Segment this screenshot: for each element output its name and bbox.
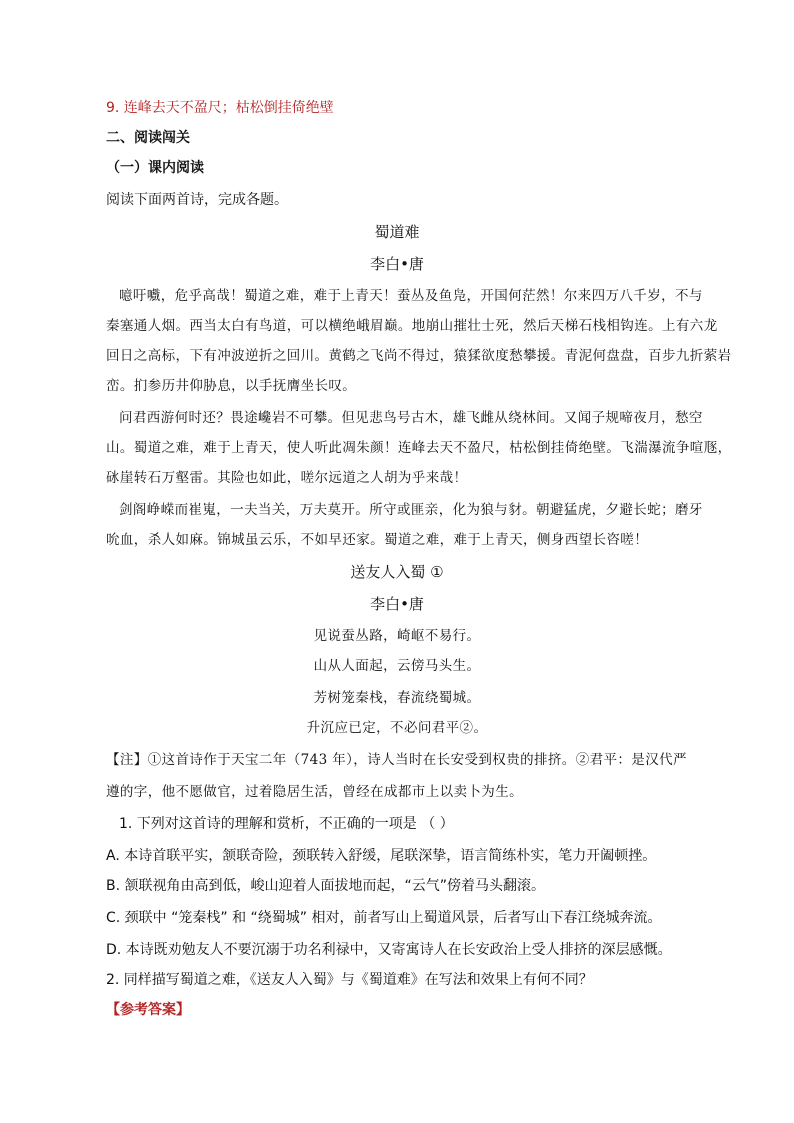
poem2-title: 送友人入蜀 ① <box>350 563 444 581</box>
poem1-line: 剑阁峥嵘而崔嵬，一夫当关，万夫莫开。所守或匪亲，化为狼与豺。朝避猛虎，夕避长蛇；磨牙 <box>119 502 703 518</box>
poem2-line: 山从人面起，云傍马头生。 <box>313 658 481 674</box>
poem1-line: 砯崖转石万壑雷。其险也如此，嗟尔远道之人胡为乎来哉！ <box>106 470 468 486</box>
note-line: 遵的字，他不愿做官，过着隐居生活，曾经在成都市上以卖卜为生。 <box>106 784 523 800</box>
note-line: 【注】①这首诗作于天宝二年（743 年），诗人当时在长安受到权贵的排挤。②君平：是汉代严 <box>106 752 687 768</box>
question1-option-b: B. 颔联视角由高到低，峻山迎着人面拔地而起，“云气”傍着马头翻滚。 <box>106 878 546 894</box>
poem1-line: 回日之高标，下有冲波逆折之回川。黄鹤之飞尚不得过，猿猱欲度愁攀援。青泥何盘盘，百步九折萦岩 <box>106 348 732 364</box>
poem1-title: 蜀道难 <box>374 223 420 241</box>
poem1-line: 问君西游何时还？畏途巉岩不可攀。但见悲鸟号古木，雄飞雌从绕林间。又闻子规啼夜月，愁空 <box>119 410 703 426</box>
poem1-line: 吮血，杀人如麻。锦城虽云乐，不如早还家。蜀道之难，难于上青天，侧身西望长咨嗟！ <box>106 532 649 548</box>
poem2-line: 芳树笼秦栈，春流绕蜀城。 <box>313 690 481 706</box>
question2-text: 2. 同样描写蜀道之难，《送友人入蜀》与《蜀道难》在写法和效果上有何不同？ <box>106 972 593 988</box>
question1-option-d: D. 本诗既劝勉友人不要沉溺于功名利禄中，又寄寓诗人在长安政治上受人排挤的深层感慨。 <box>106 942 672 958</box>
question1-stem: 1. 下列对这首诗的理解和赏析，不正确的一项是 （ ） <box>119 816 454 832</box>
section-heading: 二、阅读闯关 <box>106 130 190 146</box>
question1-option-a: A. 本诗首联平实，颔联奇险，颈联转入舒缓，尾联深挚，语言简练朴实，笔力开阖顿挫。 <box>106 848 657 864</box>
answer-line-9: 9. 连峰去天不盈尺；枯松倒挂倚绝壁 <box>106 100 334 116</box>
question1-option-c: C. 颈联中 “笼秦栈” 和 “绕蜀城” 相对，前者写山上蜀道风景，后者写山下春江绕城奔流。 <box>106 910 662 926</box>
poem2-line: 升沉应已定，不必问君平②。 <box>306 720 488 736</box>
poem1-line: 噫吁嚱，危乎高哉！蜀道之难，难于上青天！蚕丛及鱼凫，开国何茫然！尔来四万八千岁，不与 <box>119 288 703 304</box>
poem1-line: 峦。扪参历井仰胁息，以手抚膺坐长叹。 <box>106 378 357 394</box>
poem1-author: 李白•唐 <box>370 255 424 273</box>
poem2-author: 李白•唐 <box>370 595 424 613</box>
instruction-text: 阅读下面两首诗，完成各题。 <box>106 192 288 208</box>
poem1-line: 山。蜀道之难，难于上青天，使人听此凋朱颜！连峰去天不盈尺，枯松倒挂倚绝壁。飞湍瀑流争喧豗， <box>106 440 732 456</box>
poem1-line: 秦塞通人烟。西当太白有鸟道，可以横绝峨眉巅。地崩山摧壮士死，然后天梯石栈相钩连。上有六龙 <box>106 318 718 334</box>
poem2-line: 见说蚕丛路，崎岖不易行。 <box>313 628 481 644</box>
reference-answer-label: 【参考答案】 <box>106 1002 190 1018</box>
subsection-heading: （一）课内阅读 <box>106 160 204 176</box>
